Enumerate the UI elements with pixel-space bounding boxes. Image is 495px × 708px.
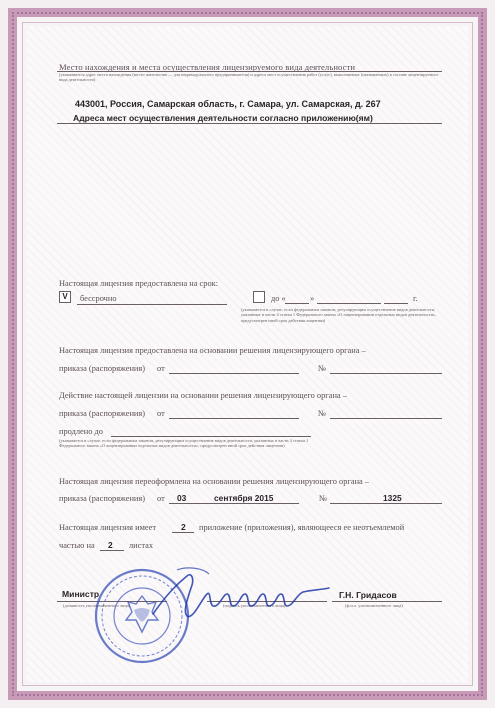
validity-date-line	[169, 418, 299, 419]
handwritten-signature	[147, 564, 337, 629]
sheets-line	[100, 550, 124, 551]
reissue-from-label: от	[157, 494, 165, 503]
validity-label: Действие настоящей лицензии на основании решения лицензирующего органа –	[59, 391, 347, 400]
validity-from-label: от	[157, 409, 165, 418]
basis-date-line	[169, 373, 299, 374]
basis-num-label: №	[318, 364, 326, 373]
basis-order-label: приказа (распоряжения)	[59, 364, 146, 373]
validity-num-label: №	[318, 409, 326, 418]
indefinite-underline	[77, 304, 227, 305]
address-underline	[57, 123, 442, 124]
term-label: Настоящая лицензия предоставлена на срок:	[59, 279, 219, 288]
name-line	[332, 601, 442, 602]
extended-line	[111, 436, 311, 437]
reissue-number-line	[330, 503, 442, 504]
appendix-sheets: 2	[108, 540, 113, 550]
reissue-date-line	[169, 503, 299, 504]
basis-from-label: от	[157, 364, 165, 373]
indefinite-checkbox	[59, 291, 71, 303]
validity-number-line	[330, 418, 442, 419]
until-close: »	[310, 294, 315, 303]
validity-order-label: приказа (распоряжения)	[59, 409, 146, 418]
appendix-prefix: Настоящая лицензия имеет	[59, 523, 156, 532]
extended-note: (указывается в случае, если федеральным законом, регулирующим осуществление видов деятельности, указанных в части 4 статьи 1 Федерального закона «О лицензировании отдельных видов деятельности», предусмотрен иной срок действия лицензии)	[59, 438, 309, 449]
appendix-suffix: приложение (приложения), являющееся ее неотъемлемой	[199, 523, 405, 532]
indefinite-label: бессрочно	[80, 294, 117, 303]
appendix-count-line	[172, 532, 194, 533]
until-year-line	[384, 303, 408, 304]
license-body	[27, 26, 468, 682]
license-address: 443001, Россия, Самарская область, г. Самара, ул. Самарская, д. 267	[75, 99, 381, 109]
signer-name: Г.Н. Гридасов	[339, 590, 397, 600]
appendix-count: 2	[181, 522, 186, 532]
location-note: (указываются адрес места нахождения (место жительства — для индивидуального предпринимателя) и адреса мест осуществления работ (услуг), выполняемых (оказываемых) в составе лицензируемого вида деятельности)	[59, 72, 439, 83]
until-note: (указывается в случае, если федеральным законом, регулирующим осуществление видов деятельности, указанных в части 4 статьи 1 Федерального закона «О лицензировании отдельных видов деятельности», предусмотрен иной срок действия лицензии)	[241, 307, 437, 323]
reissue-order-label: приказа (распоряжения)	[59, 494, 146, 503]
reissue-num-label: №	[319, 494, 327, 503]
signer-position: Министр	[62, 589, 100, 599]
basis-label: Настоящая лицензия предоставлена на основании решения лицензирующего органа –	[59, 346, 366, 355]
until-checkbox	[253, 291, 265, 303]
reissue-label: Настоящая лицензия переоформлена на основании решения лицензирующего органа –	[59, 477, 370, 486]
basis-number-line	[330, 373, 442, 374]
reissue-number: 1325	[383, 493, 402, 503]
parts-prefix: частью на	[59, 541, 95, 550]
until-label: до «	[271, 294, 286, 303]
extended-label: продлено до	[59, 427, 103, 436]
addresses-note: Адреса мест осуществления деятельности согласно приложению(ям)	[73, 113, 373, 123]
year-suffix: г.	[413, 294, 418, 303]
sheets-suffix: листах	[129, 541, 154, 550]
location-title: Место нахождения и места осуществления лицензируемого вида деятельности	[59, 62, 356, 72]
until-month-line	[317, 303, 381, 304]
reissue-day: 03	[177, 493, 187, 503]
name-note: (ф.и.о. уполномоченного лица)	[345, 603, 403, 608]
until-day-line	[285, 303, 309, 304]
indefinite-checkmark: V	[62, 292, 68, 301]
reissue-month-year: сентября 2015	[214, 493, 274, 503]
signature-note: (подпись уполномоченного лица)	[223, 603, 286, 608]
position-note: (должность уполномоченного лица)	[63, 603, 131, 608]
